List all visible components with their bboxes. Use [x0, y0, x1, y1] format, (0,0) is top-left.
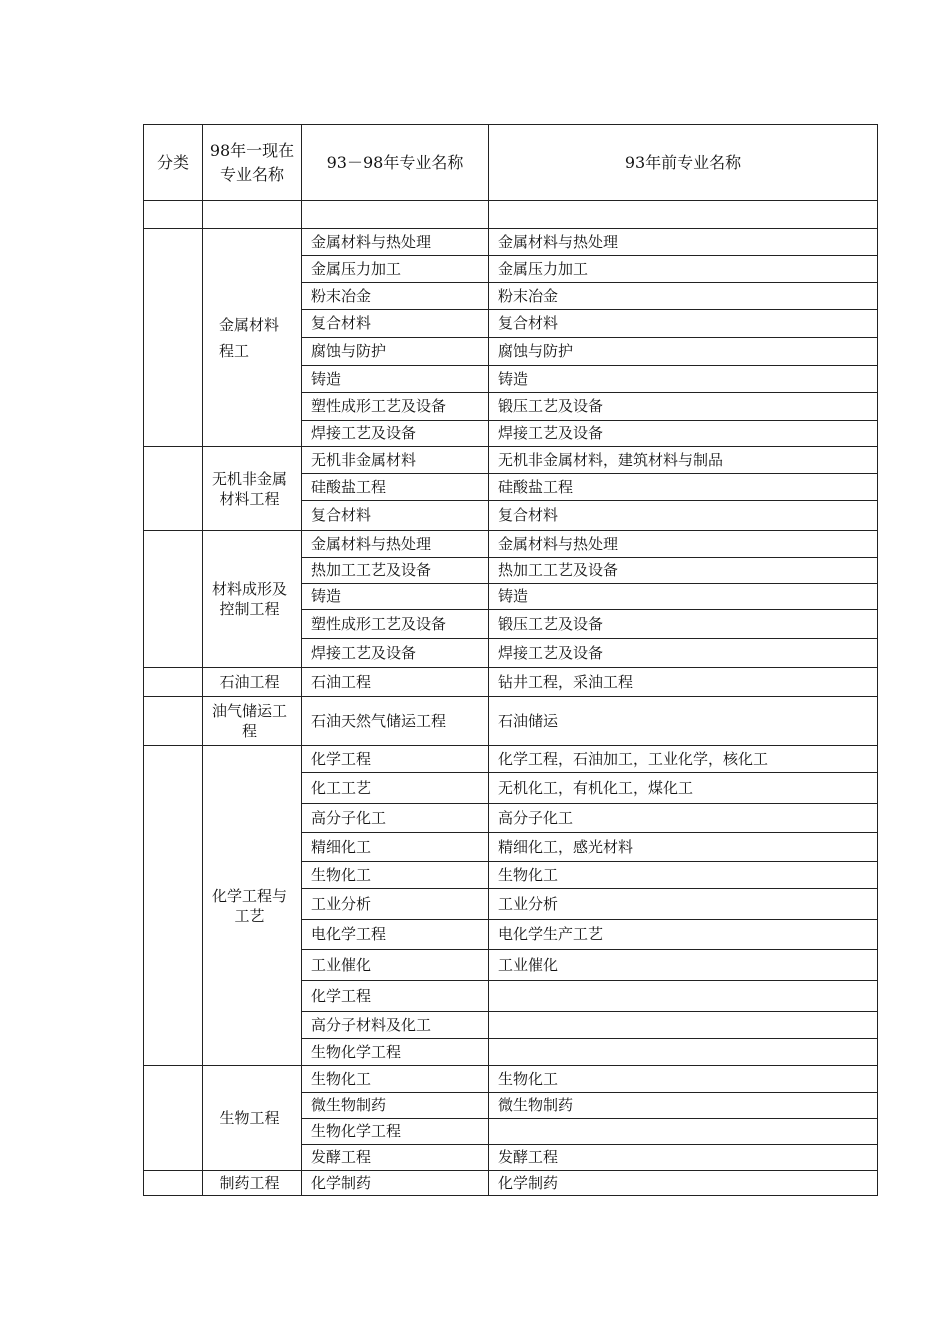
major-pre-93-cell: 硅酸盐工程 [489, 474, 878, 501]
table-row [144, 229, 878, 256]
major-93-98-cell: 金属材料与热处理 [302, 531, 489, 558]
current-major-name: 制药工程 [203, 1171, 302, 1196]
major-93-98-cell: 化学工程 [302, 981, 489, 1012]
table-row [144, 1171, 878, 1196]
major-93-98-cell: 无机非金属材料 [302, 447, 489, 474]
major-93-98-cell: 工业分析 [302, 889, 489, 920]
current-major-name: 化学工程与工艺 [203, 746, 302, 1066]
major-pre-93-cell: 锻压工艺及设备 [489, 610, 878, 639]
table-row [144, 746, 878, 773]
major-pre-93-cell: 复合材料 [489, 310, 878, 338]
major-pre-93-cell: 无机非金属材料，建筑材料与制品 [489, 447, 878, 474]
major-pre-93-cell [489, 1119, 878, 1145]
major-pre-93-cell: 腐蚀与防护 [489, 338, 878, 366]
major-pre-93-cell: 微生物制药 [489, 1093, 878, 1119]
major-93-98-cell: 生物化工 [302, 862, 489, 889]
header-major-93-98: 93－98年专业名称 [302, 125, 489, 201]
major-93-98-cell: 热加工工艺及设备 [302, 558, 489, 584]
major-93-98-cell: 粉末冶金 [302, 283, 489, 310]
header-current-major: 98年一现在专业名称 [203, 125, 302, 201]
major-pre-93-cell: 金属材料与热处理 [489, 531, 878, 558]
major-pre-93-cell: 高分子化工 [489, 804, 878, 833]
major-mapping-table [143, 124, 878, 1196]
current-major-name: 金属材料程工 [203, 229, 302, 447]
current-major-name: 石油工程 [203, 668, 302, 697]
major-pre-93-cell: 复合材料 [489, 501, 878, 531]
major-pre-93-cell: 发酵工程 [489, 1145, 878, 1171]
major-pre-93-cell [489, 1039, 878, 1066]
category-cell [144, 668, 203, 697]
major-pre-93-cell: 电化学生产工艺 [489, 920, 878, 950]
major-pre-93-cell: 粉末冶金 [489, 283, 878, 310]
current-major-name: 无机非金属材料工程 [203, 447, 302, 531]
major-93-98-cell: 发酵工程 [302, 1145, 489, 1171]
major-pre-93-cell: 锻压工艺及设备 [489, 393, 878, 421]
category-cell [144, 1171, 203, 1196]
major-93-98-cell: 生物化学工程 [302, 1119, 489, 1145]
major-pre-93-cell: 金属材料与热处理 [489, 229, 878, 256]
major-93-98-cell: 化学制药 [302, 1171, 489, 1196]
major-pre-93-cell: 钻井工程，采油工程 [489, 668, 878, 697]
table-row [144, 1066, 878, 1093]
major-pre-93-cell: 铸造 [489, 366, 878, 393]
major-pre-93-cell: 精细化工，感光材料 [489, 833, 878, 862]
major-93-98-cell: 复合材料 [302, 310, 489, 338]
table-body [144, 229, 878, 1196]
current-major-name: 生物工程 [203, 1066, 302, 1171]
major-93-98-cell: 腐蚀与防护 [302, 338, 489, 366]
category-cell [144, 1066, 203, 1171]
major-93-98-cell: 化工工艺 [302, 773, 489, 804]
major-93-98-cell: 焊接工艺及设备 [302, 421, 489, 447]
major-93-98-cell: 硅酸盐工程 [302, 474, 489, 501]
current-major-name: 材料成形及控制工程 [203, 531, 302, 668]
major-93-98-cell: 铸造 [302, 584, 489, 610]
major-pre-93-cell: 焊接工艺及设备 [489, 639, 878, 668]
major-93-98-cell: 复合材料 [302, 501, 489, 531]
category-cell [144, 531, 203, 668]
category-cell [144, 746, 203, 1066]
major-pre-93-cell: 工业分析 [489, 889, 878, 920]
table-row [144, 697, 878, 746]
major-93-98-cell: 石油工程 [302, 668, 489, 697]
major-93-98-cell: 电化学工程 [302, 920, 489, 950]
major-93-98-cell: 金属压力加工 [302, 256, 489, 283]
major-93-98-cell: 石油天然气储运工程 [302, 697, 489, 746]
major-pre-93-cell: 无机化工，有机化工，煤化工 [489, 773, 878, 804]
header-category: 分类 [144, 125, 203, 201]
major-pre-93-cell: 石油储运 [489, 697, 878, 746]
major-93-98-cell: 工业催化 [302, 950, 489, 981]
major-pre-93-cell [489, 1012, 878, 1039]
header-row [144, 125, 878, 201]
major-pre-93-cell: 化学工程，石油加工，工业化学，核化工 [489, 746, 878, 773]
table-row [144, 668, 878, 697]
major-pre-93-cell: 生物化工 [489, 862, 878, 889]
major-pre-93-cell: 金属压力加工 [489, 256, 878, 283]
table-row [144, 531, 878, 558]
major-93-98-cell: 精细化工 [302, 833, 489, 862]
table-row [144, 447, 878, 474]
major-93-98-cell: 化学工程 [302, 746, 489, 773]
major-93-98-cell: 铸造 [302, 366, 489, 393]
category-cell [144, 447, 203, 531]
category-cell [144, 697, 203, 746]
major-pre-93-cell: 铸造 [489, 584, 878, 610]
major-pre-93-cell: 工业催化 [489, 950, 878, 981]
header-major-pre-93: 93年前专业名称 [489, 125, 878, 201]
blank-row [144, 201, 878, 229]
major-pre-93-cell: 热加工工艺及设备 [489, 558, 878, 584]
major-93-98-cell: 塑性成形工艺及设备 [302, 610, 489, 639]
major-pre-93-cell: 化学制药 [489, 1171, 878, 1196]
major-93-98-cell: 微生物制药 [302, 1093, 489, 1119]
major-93-98-cell: 生物化学工程 [302, 1039, 489, 1066]
category-cell [144, 229, 203, 447]
major-93-98-cell: 生物化工 [302, 1066, 489, 1093]
current-major-name: 油气储运工程 [203, 697, 302, 746]
major-93-98-cell: 金属材料与热处理 [302, 229, 489, 256]
major-93-98-cell: 塑性成形工艺及设备 [302, 393, 489, 421]
major-pre-93-cell: 生物化工 [489, 1066, 878, 1093]
major-93-98-cell: 焊接工艺及设备 [302, 639, 489, 668]
major-pre-93-cell [489, 981, 878, 1012]
major-93-98-cell: 高分子化工 [302, 804, 489, 833]
major-93-98-cell: 高分子材料及化工 [302, 1012, 489, 1039]
major-pre-93-cell: 焊接工艺及设备 [489, 421, 878, 447]
